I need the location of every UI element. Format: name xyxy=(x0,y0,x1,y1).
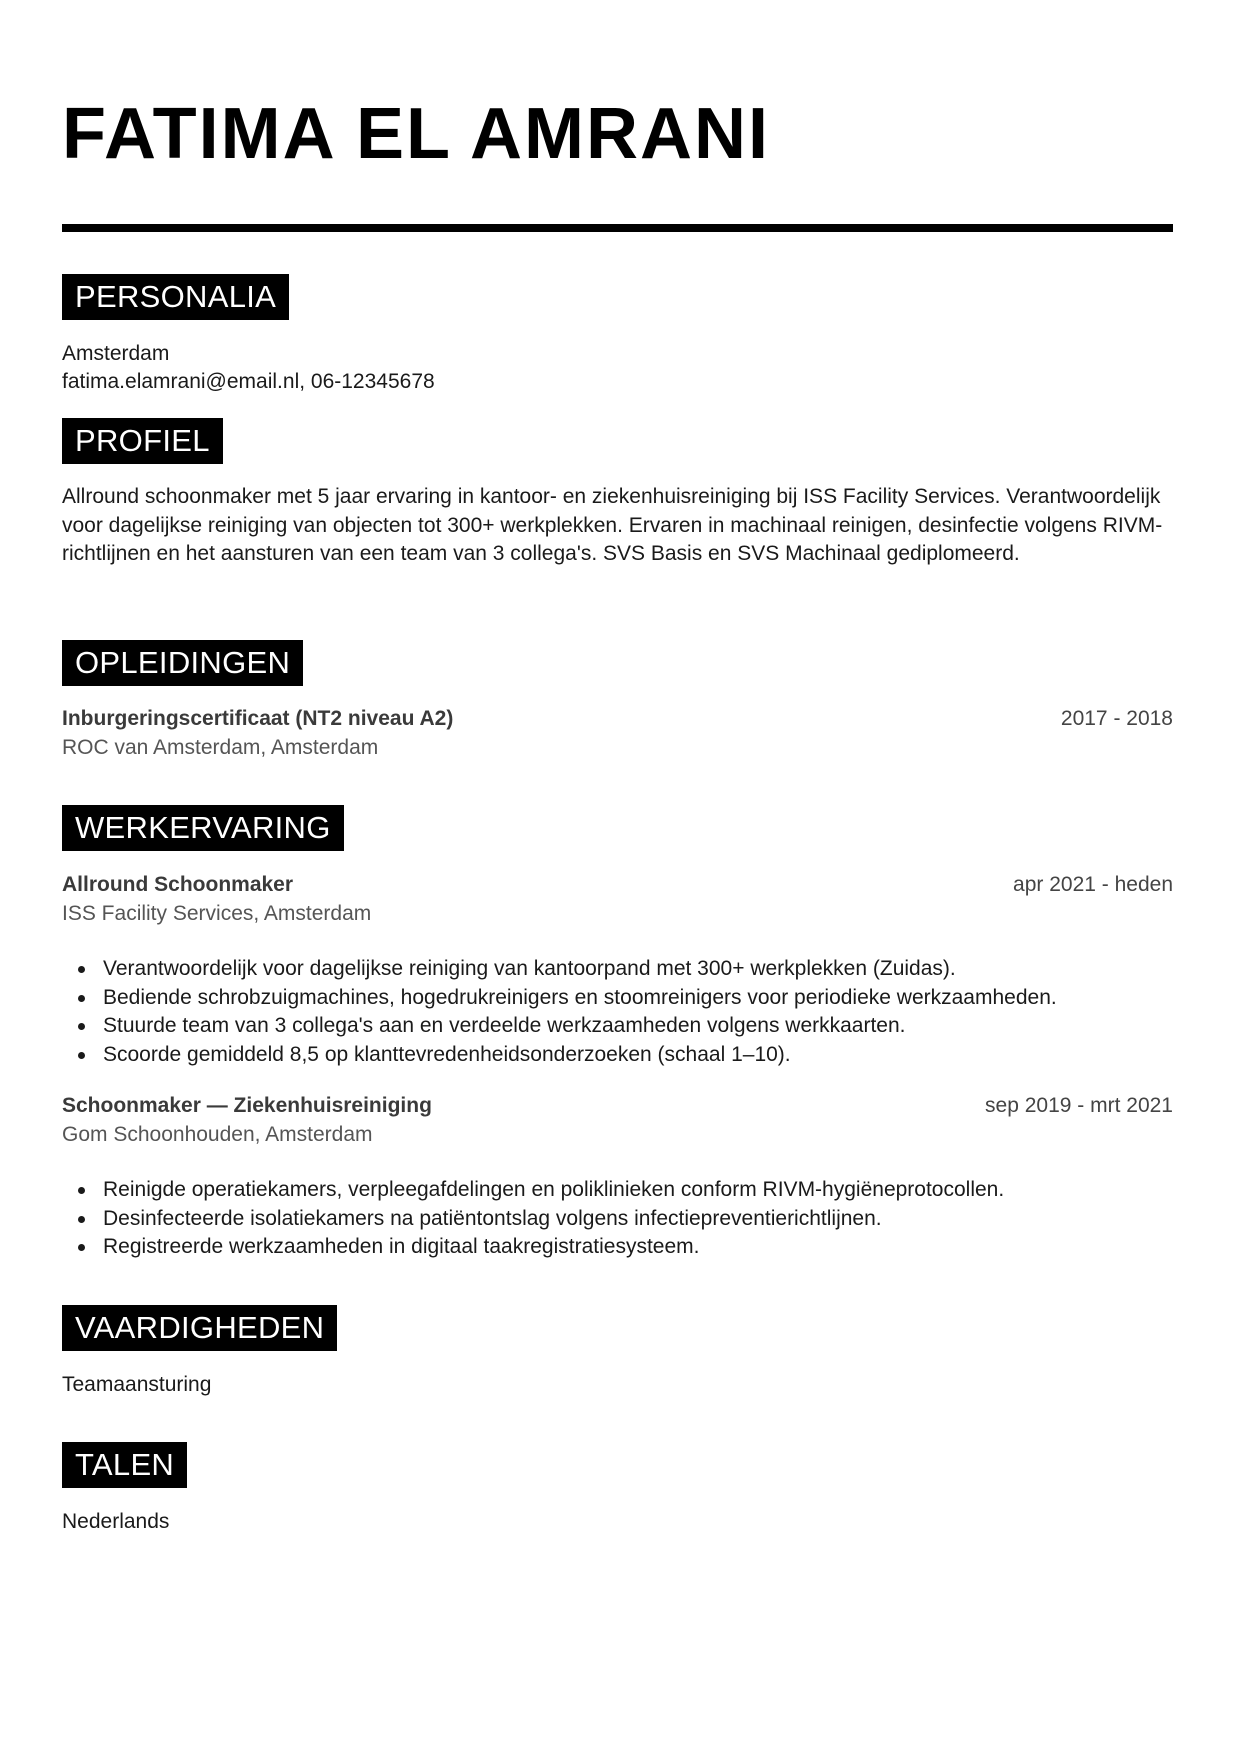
section-title-profiel: PROFIEL xyxy=(62,418,223,464)
job-period: sep 2019 - mrt 2021 xyxy=(985,1094,1173,1117)
section-title-werkervaring: WERKERVARING xyxy=(62,805,344,851)
job-company: ISS Facility Services, Amsterdam xyxy=(62,902,372,925)
section-title-talen: TALEN xyxy=(62,1442,187,1488)
list-item: Registreerde werkzaamheden in digitaal taakregistratiesysteem. xyxy=(62,1233,1173,1262)
bullet-icon xyxy=(78,1187,85,1194)
education-institution: ROC van Amsterdam, Amsterdam xyxy=(62,736,379,759)
language-item: Nederlands xyxy=(62,1510,170,1533)
profiel-text: Allround schoonmaker met 5 jaar ervaring in kantoor- en ziekenhuisreiniging bij ISS Facility Services. Verantwoordelijk voor dagelijkse reiniging van objecten tot 300+ werkplekken. Ervaren in machinaal reinigen, desinfectie volgens RIVM-richtlijnen en het aansturen van een team van 3 collega's. SVS Basis en SVS Machinaal gediplomeerd. xyxy=(62,485,1163,565)
section-title-opleidingen: OPLEIDINGEN xyxy=(62,640,303,686)
personalia-city: Amsterdam xyxy=(62,342,170,365)
list-item: Scoorde gemiddeld 8,5 op klanttevredenheidsonderzoeken (schaal 1–10). xyxy=(62,1041,1173,1070)
job-role: Schoonmaker — Ziekenhuisreiniging xyxy=(62,1094,432,1117)
bullet-icon xyxy=(78,1244,85,1251)
section-title-vaardigheden: VAARDIGHEDEN xyxy=(62,1305,337,1351)
job-bullets xyxy=(62,1176,1173,1262)
bullet-icon xyxy=(78,966,85,973)
job-company: Gom Schoonhouden, Amsterdam xyxy=(62,1123,373,1146)
job-bullets xyxy=(62,955,1173,1069)
education-name: Inburgeringscertificaat (NT2 niveau A2) xyxy=(62,707,454,730)
header-divider xyxy=(62,224,1173,232)
education-period: 2017 - 2018 xyxy=(1060,707,1173,730)
list-item: Reinigde operatiekamers, verpleegafdelingen en poliklinieken conform RIVM-hygiëneprotocollen. xyxy=(62,1176,1173,1205)
bullet-icon xyxy=(78,995,85,1002)
bullet-icon xyxy=(78,1023,85,1030)
personalia-contact: fatima.elamrani@email.nl, 06-12345678 xyxy=(62,370,435,393)
candidate-name: FATIMA EL AMRANI xyxy=(62,94,770,174)
list-item: Verantwoordelijk voor dagelijkse reiniging van kantoorpand met 300+ werkplekken (Zuidas). xyxy=(62,955,1173,984)
job-role: Allround Schoonmaker xyxy=(62,873,294,896)
job-period: apr 2021 - heden xyxy=(1013,873,1173,896)
section-title-personalia: PERSONALIA xyxy=(62,274,289,320)
bullet-icon xyxy=(78,1052,85,1059)
bullet-icon xyxy=(78,1216,85,1223)
skill-item: Teamaansturing xyxy=(62,1373,212,1396)
list-item: Stuurde team van 3 collega's aan en verdeelde werkzaamheden volgens werkkaarten. xyxy=(62,1012,1173,1041)
list-item: Bediende schrobzuigmachines, hogedrukreinigers en stoomreinigers voor periodieke werkzaamheden. xyxy=(62,984,1173,1013)
list-item: Desinfecteerde isolatiekamers na patiëntontslag volgens infectiepreventierichtlijnen. xyxy=(62,1205,1173,1234)
